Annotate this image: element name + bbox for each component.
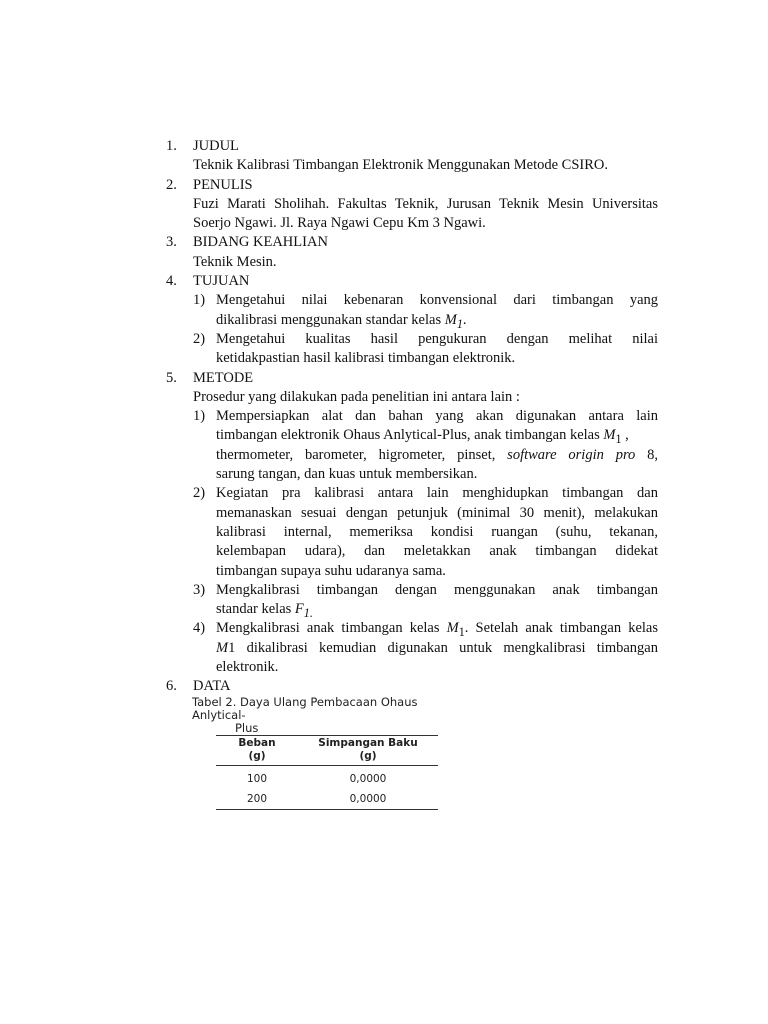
paragraph-line: Soerjo Ngawi. Jl. Raya Ngawi Cepu Km 3 Ngawi. [193,215,486,232]
list-item-cont [166,465,658,484]
header-beban: Beban (g) [238,737,276,762]
header-simpangan-baku: Simpangan Baku (g) [318,737,418,762]
section-2-heading [166,176,658,195]
table-row [216,789,438,809]
section-3-heading [166,233,658,252]
section-number: 1. [166,138,177,154]
table-header-rule [216,765,438,766]
item-number: 1) [193,292,206,309]
section-title: TUJUAN [193,273,250,290]
paragraph-line: Kegiatan pra kalibrasi antara lain menghidupkan timbangan dan [216,485,658,502]
paragraph-line: thermometer, barometer, higrometer, pinset, software origin pro 8, [216,446,658,463]
section-6-heading [166,677,658,696]
paragraph-line: kalibrasi internal, memeriksa kondisi ruangan (suhu, tekanan, [216,523,658,540]
paragraph-line: dikalibrasi menggunakan standar kelas $M_1$. [216,311,467,331]
section-title: METODE [193,369,254,386]
paragraph-line: sarung tangan, dan kuas untuk membersikan. [216,466,478,483]
list-item-cont [166,562,658,581]
paragraph-line: Mengetahui kualitas hasil pengukuran dengan melihat nilai [216,330,658,347]
section-1-heading [166,137,658,156]
paragraph-line: standar kelas $F_{1.}$ [216,601,313,621]
section-2-text [166,214,658,233]
cell-beban: 100 [246,773,268,785]
data-table [216,735,438,810]
list-item-cont [166,311,658,330]
paragraph-line: timbangan supaya suhu udaranya sama. [216,562,446,579]
section-number: 4. [166,273,177,290]
list-item [166,291,658,310]
cell-simpangan: 0,0000 [349,773,387,785]
paragraph-line: Prosedur yang dilakukan pada penelitian ini antara lain : [193,388,520,405]
table-row [216,769,438,789]
list-item-cont [166,523,658,542]
section-1-text [166,156,658,175]
section-number: 2. [166,176,177,193]
list-item-cont [166,349,658,368]
paragraph-line: Teknik Mesin. [193,253,277,270]
item-number: 2) [193,330,206,347]
list-item [166,407,658,426]
table-header-row [216,736,438,765]
section-title: JUDUL [193,138,239,154]
section-5-intro [166,388,658,407]
section-number: 6. [166,678,177,695]
cell-beban: 200 [246,793,268,805]
section-5-heading [166,369,658,388]
section-3-text [166,253,658,272]
data-table-figure [192,696,438,810]
list-item [166,619,658,638]
list-item-cont [166,639,658,658]
section-number: 5. [166,369,177,386]
list-item-cont [166,600,658,619]
list-item-cont [166,426,658,445]
paragraph-line: kelembapan udara), dan meletakkan anak timbangan didekat [216,543,658,560]
table-caption: Tabel 2. Daya Ulang Pembacaan Ohaus Anlytical- [192,695,418,722]
table-caption-cont: Plus [235,721,259,735]
list-item [166,484,658,503]
item-number: 2) [193,485,206,502]
section-title: PENULIS [193,176,253,193]
paragraph-line: memanaskan sesuai dengan petunjuk (minimal 30 menit), melakukan [216,504,658,521]
paragraph-line: Mengetahui nilai kebenaran konvensional dari timbangan yang [216,292,658,309]
paragraph-line: timbangan elektronik Ohaus Anlytical-Plus, anak timbangan kelas $M_1$ , [216,427,629,447]
paragraph-line: M1 dikalibrasi kemudian digunakan untuk mengkalibrasi timbangan [216,639,658,656]
section-4-heading [166,272,658,291]
paragraph-line: Mengkalibrasi timbangan dengan menggunakan anak timbangan [216,581,658,598]
section-title: DATA [193,678,231,695]
item-number: 4) [193,620,206,637]
table-bottom-rule [216,809,438,810]
paragraph-line: ketidakpastian hasil kalibrasi timbangan elektronik. [216,350,516,367]
document-body [166,137,658,697]
list-item [166,330,658,349]
cell-simpangan: 0,0000 [349,793,387,805]
item-number: 3) [193,581,206,598]
list-item [166,581,658,600]
paragraph-line: elektronik. [216,659,279,676]
section-number: 3. [166,234,177,251]
list-item-cont [166,504,658,523]
item-number: 1) [193,408,206,425]
section-title: BIDANG KEAHLIAN [193,234,328,251]
list-item-cont [166,446,658,465]
paragraph-line: Fuzi Marati Sholihah. Fakultas Teknik, Jurusan Teknik Mesin Universitas [193,195,658,212]
paragraph-line: Mempersiapkan alat dan bahan yang akan digunakan antara lain [216,408,658,425]
section-2-text [166,195,658,214]
list-item-cont [166,542,658,561]
paragraph-line: Teknik Kalibrasi Timbangan Elektronik Menggunakan Metode CSIRO. [193,157,609,174]
list-item-cont [166,658,658,677]
paragraph-line: Mengkalibrasi anak timbangan kelas $M_1$. Setelah anak timbangan kelas [216,620,658,640]
